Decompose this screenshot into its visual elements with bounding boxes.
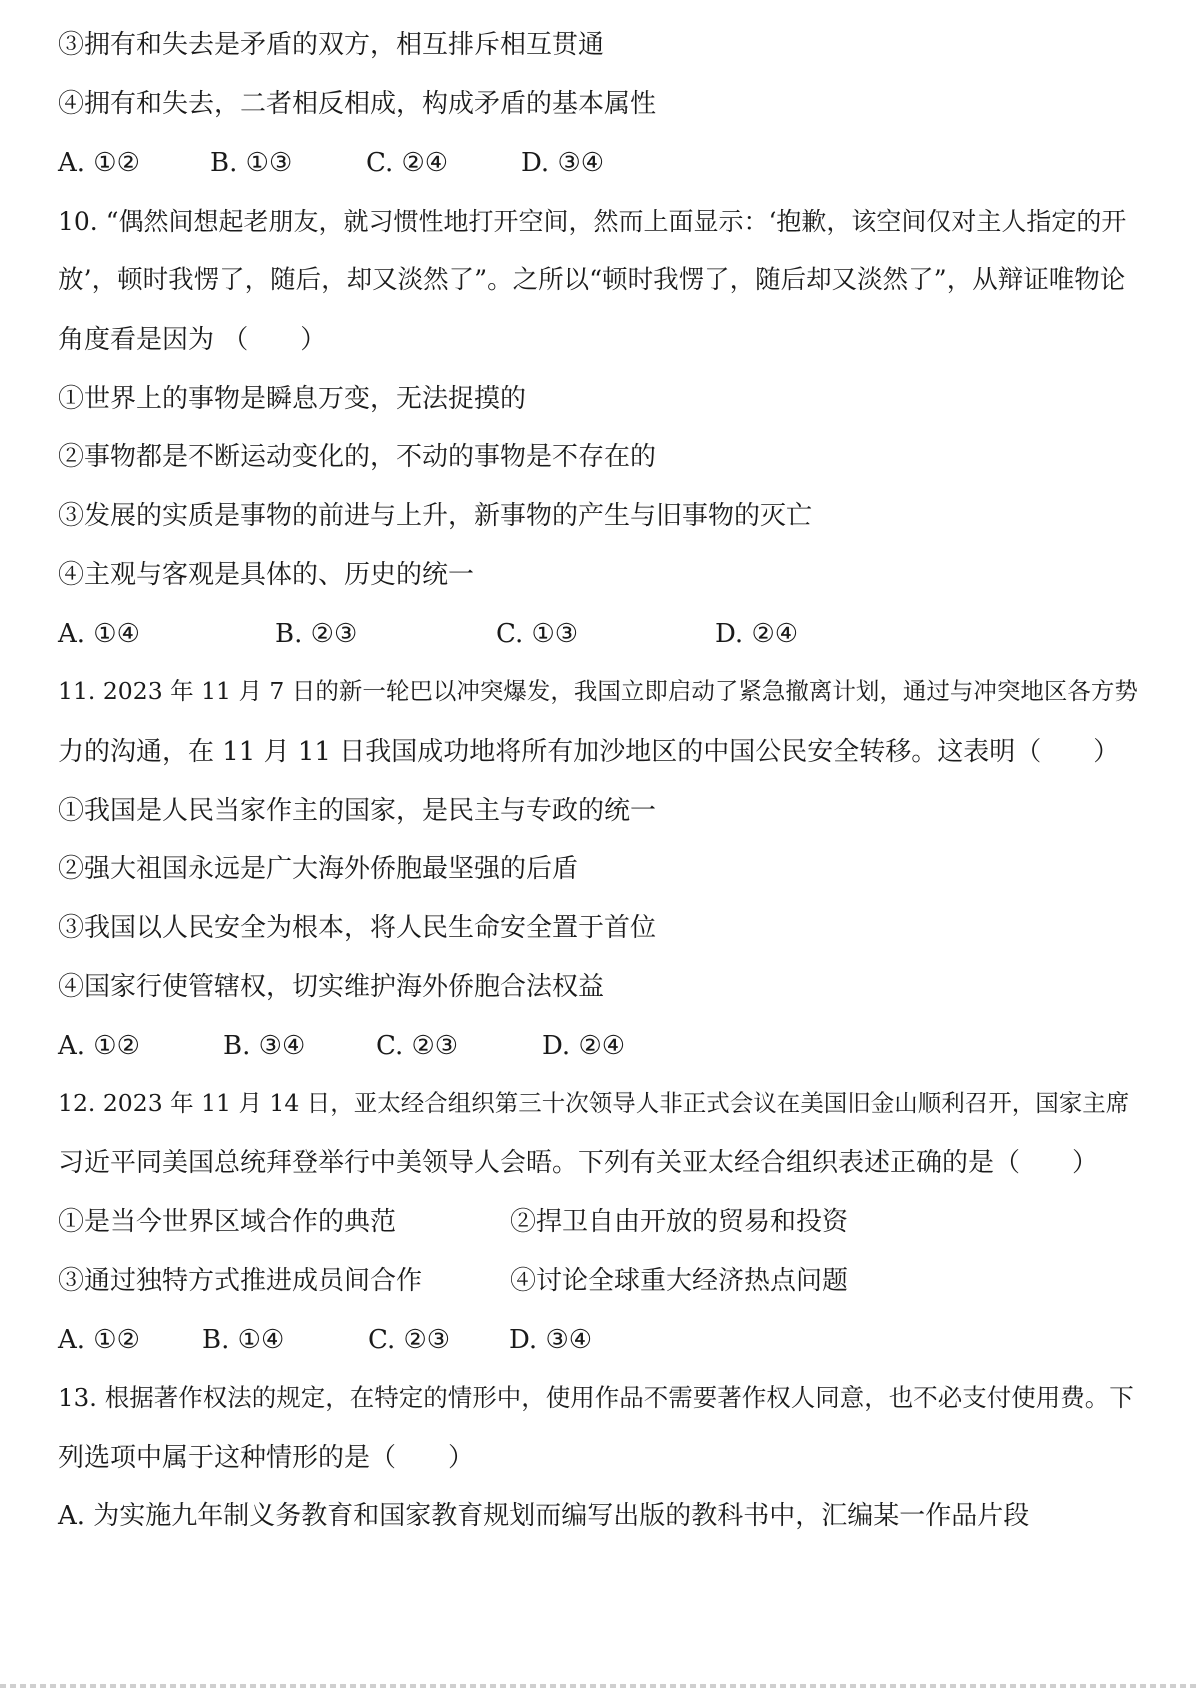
q12-option-b: B. ①④	[202, 1325, 285, 1355]
q12-option-d: D. ③④	[509, 1325, 593, 1355]
q9-option-c: C. ②④	[366, 148, 449, 178]
q10-statement-2: ②事物都是不断运动变化的，不动的事物是不存在的	[58, 442, 657, 472]
q12-statement-1: ①是当今世界区域合作的典范	[58, 1207, 397, 1237]
q11-option-d: D. ②④	[542, 1031, 626, 1061]
q9-option-b: B. ①③	[210, 148, 293, 178]
q10-option-b: B. ②③	[275, 619, 358, 649]
q10-statement-3: ③发展的实质是事物的前进与上升，新事物的产生与旧事物的灭亡	[58, 501, 813, 531]
q9-statement-4: ④拥有和失去，二者相反相成，构成矛盾的基本属性	[58, 89, 657, 119]
q12-statement-4: ④讨论全球重大经济热点问题	[510, 1266, 849, 1296]
q12-stem-line-2: 习近平同美国总统拜登举行中美领导人会晤。下列有关亚太经合组织表述正确的是（ ）	[58, 1148, 1099, 1178]
q11-stem-line-2: 力的沟通，在 11 月 11 日我国成功地将所有加沙地区的中国公民安全转移。这表明（ ）	[58, 737, 1120, 767]
q10-option-a: A. ①④	[58, 619, 140, 649]
q11-option-c: C. ②③	[376, 1031, 459, 1061]
q10-statement-1: ①世界上的事物是瞬息万变，无法捉摸的	[58, 384, 527, 414]
q13-stem-line-2: 列选项中属于这种情形的是（ ）	[58, 1443, 475, 1473]
q12-statement-3: ③通过独特方式推进成员间合作	[58, 1266, 423, 1296]
q10-option-c: C. ①③	[496, 619, 579, 649]
q10-stem-line-3: 角度看是因为 （ ）	[58, 325, 327, 355]
q9-statement-3: ③拥有和失去是矛盾的双方，相互排斥相互贯通	[58, 30, 605, 60]
q13-option-a: A. 为实施九年制义务教育和国家教育规划而编写出版的教科书中，汇编某一作品片段	[58, 1501, 1030, 1531]
q10-stem-line-2: 放’，顿时我愣了，随后，却又淡然了”。之所以“顿时我愣了，随后却又淡然了”，从辩证唯物论	[58, 265, 1126, 295]
q11-option-b: B. ③④	[223, 1031, 306, 1061]
q11-statement-1: ①我国是人民当家作主的国家，是民主与专政的统一	[58, 796, 657, 826]
q10-stem-line-1: 10. “偶然间想起老朋友，就习惯性地打开空间，然而上面显示：‘抱歉，该空间仅对主人指定的开	[58, 207, 1127, 236]
q11-stem-line-1: 11. 2023 年 11 月 7 日的新一轮巴以冲突爆发，我国立即启动了紧急撤离计划，通过与冲突地区各方势	[58, 677, 1138, 705]
q9-option-a: A. ①②	[58, 148, 140, 178]
q9-option-d: D. ③④	[521, 148, 605, 178]
q12-option-c: C. ②③	[368, 1325, 451, 1355]
q10-option-d: D. ②④	[715, 619, 799, 649]
q13-stem-line-1: 13. 根据著作权法的规定，在特定的情形中，使用作品不需要著作权人同意，也不必支付使用费。下	[58, 1383, 1134, 1412]
q12-stem-line-1: 12. 2023 年 11 月 14 日，亚太经合组织第三十次领导人非正式会议在美国旧金山顺利召开，国家主席	[58, 1089, 1130, 1117]
q11-statement-4: ④国家行使管辖权，切实维护海外侨胞合法权益	[58, 972, 605, 1002]
q11-statement-2: ②强大祖国永远是广大海外侨胞最坚强的后盾	[58, 854, 579, 884]
scan-edge-artifact	[0, 1684, 1200, 1688]
q12-option-a: A. ①②	[58, 1325, 140, 1355]
q12-statement-2: ②捍卫自由开放的贸易和投资	[510, 1207, 849, 1237]
q10-statement-4: ④主观与客观是具体的、历史的统一	[58, 560, 475, 590]
q11-option-a: A. ①②	[58, 1031, 140, 1061]
q11-statement-3: ③我国以人民安全为根本，将人民生命安全置于首位	[58, 913, 657, 943]
